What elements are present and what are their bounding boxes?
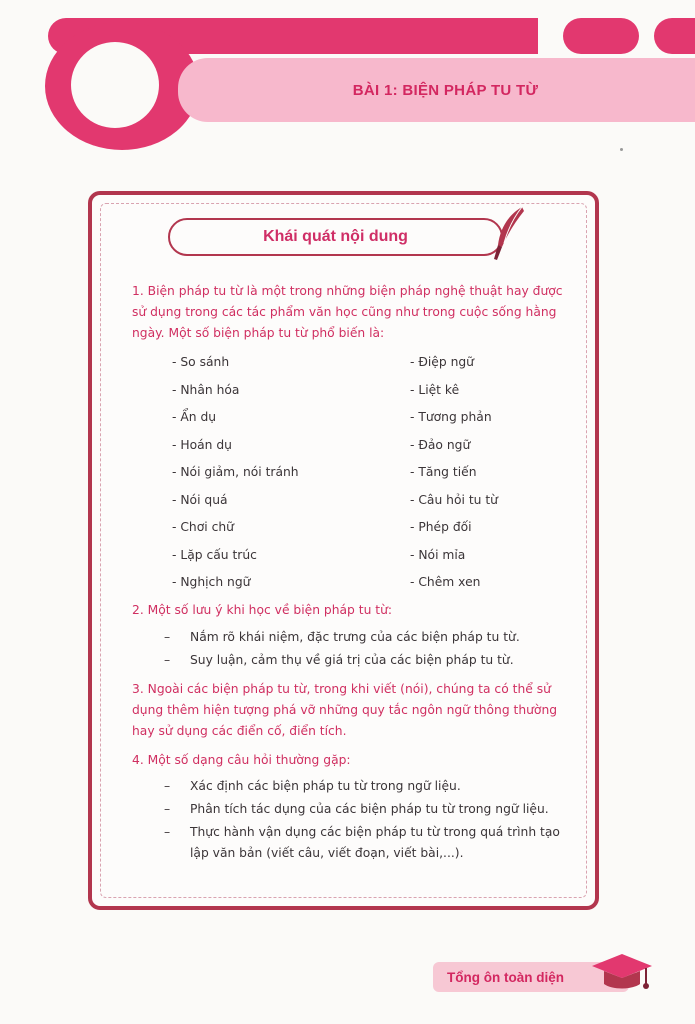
lesson-title xyxy=(178,58,695,122)
paragraph-3 xyxy=(132,679,572,742)
list-item: - Liệt kê xyxy=(410,382,460,397)
header-pill-small xyxy=(654,18,695,54)
techniques-list-left xyxy=(172,349,299,597)
section-title-text: Khái quát nội dung xyxy=(263,228,408,245)
paragraph-1-text: 1. Biện pháp tu từ là một trong những biện pháp nghệ thuật hay được sử dụng trong các tác phẩm văn học cũng như trong cuộc sống hằng ngày. Một số biện pháp tu từ phổ biến là: xyxy=(132,284,563,340)
list-item: - Nghịch ngữ xyxy=(172,575,251,589)
list-item-text: Phân tích tác dụng của các biện pháp tu từ trong ngữ liệu. xyxy=(190,802,549,816)
lesson-title-text: BÀI 1: BIỆN PHÁP TU TỪ xyxy=(352,81,539,99)
header-ring-hole xyxy=(71,42,159,128)
list-item: - Chơi chữ xyxy=(172,520,234,534)
paragraph-4-heading: 4. Một số dạng câu hỏi thường gặp: xyxy=(132,753,351,767)
list-item-text: Nắm rõ khái niệm, đặc trưng của các biện pháp tu từ. xyxy=(190,630,520,644)
list-item: - Hoán dụ xyxy=(172,437,232,452)
list-item-text: Xác định các biện pháp tu từ trong ngữ liệu. xyxy=(190,779,461,793)
graduation-cap-icon xyxy=(590,948,654,1000)
list-item: - Đảo ngữ xyxy=(410,437,471,452)
list-item: - Nói mỉa xyxy=(410,547,466,562)
list-item: - Tương phản xyxy=(410,410,492,424)
paragraph-3-text: 3. Ngoài các biện pháp tu từ, trong khi viết (nói), chúng ta có thể sử dụng thêm hiện tượng phá vỡ những quy tắc ngôn ngữ thông thường hay sử dụng các điển cố, điển tích. xyxy=(132,682,558,738)
paragraph-1 xyxy=(132,281,572,344)
list-item: - So sánh xyxy=(172,355,230,369)
list-item: - Phép đối xyxy=(410,520,472,534)
dash-bullet: – xyxy=(164,653,171,667)
list-item xyxy=(164,799,549,820)
list-item: - Câu hỏi tu từ xyxy=(410,492,498,507)
page-speck xyxy=(620,148,623,151)
dash-bullet: – xyxy=(164,825,171,839)
list-item: - Tăng tiến xyxy=(410,465,477,479)
list-item: - Nhân hóa xyxy=(172,382,240,397)
list-item-text: Thực hành vận dụng các biện pháp tu từ trong quá trình tạo lập văn bản (viết câu, viết đoạn, viết bài,...). xyxy=(190,825,560,860)
header-pill xyxy=(563,18,639,54)
dash-bullet: – xyxy=(164,779,171,793)
list-item: - Lặp cấu trúc xyxy=(172,547,257,562)
list-item xyxy=(164,822,580,864)
list-item: - Nói giảm, nói tránh xyxy=(172,465,299,479)
list-item: - Điệp ngữ xyxy=(410,355,474,369)
list-item: - Chêm xen xyxy=(410,575,481,589)
list-item xyxy=(164,776,461,797)
dash-bullet: – xyxy=(164,802,171,816)
list-item-text: Suy luận, cảm thụ về giá trị của các biện pháp tu từ. xyxy=(190,653,514,667)
dash-bullet: – xyxy=(164,630,171,644)
list-item xyxy=(164,650,514,671)
list-item: - Ẩn dụ xyxy=(172,410,217,424)
list-item xyxy=(164,627,520,648)
list-item: - Nói quá xyxy=(172,492,228,507)
paragraph-2-heading: 2. Một số lưu ý khi học về biện pháp tu từ: xyxy=(132,603,393,617)
footer-label-text: Tổng ôn toàn diện xyxy=(447,969,564,985)
feather-pen-icon xyxy=(486,205,526,263)
techniques-list-right xyxy=(410,349,498,597)
section-title xyxy=(168,218,503,256)
